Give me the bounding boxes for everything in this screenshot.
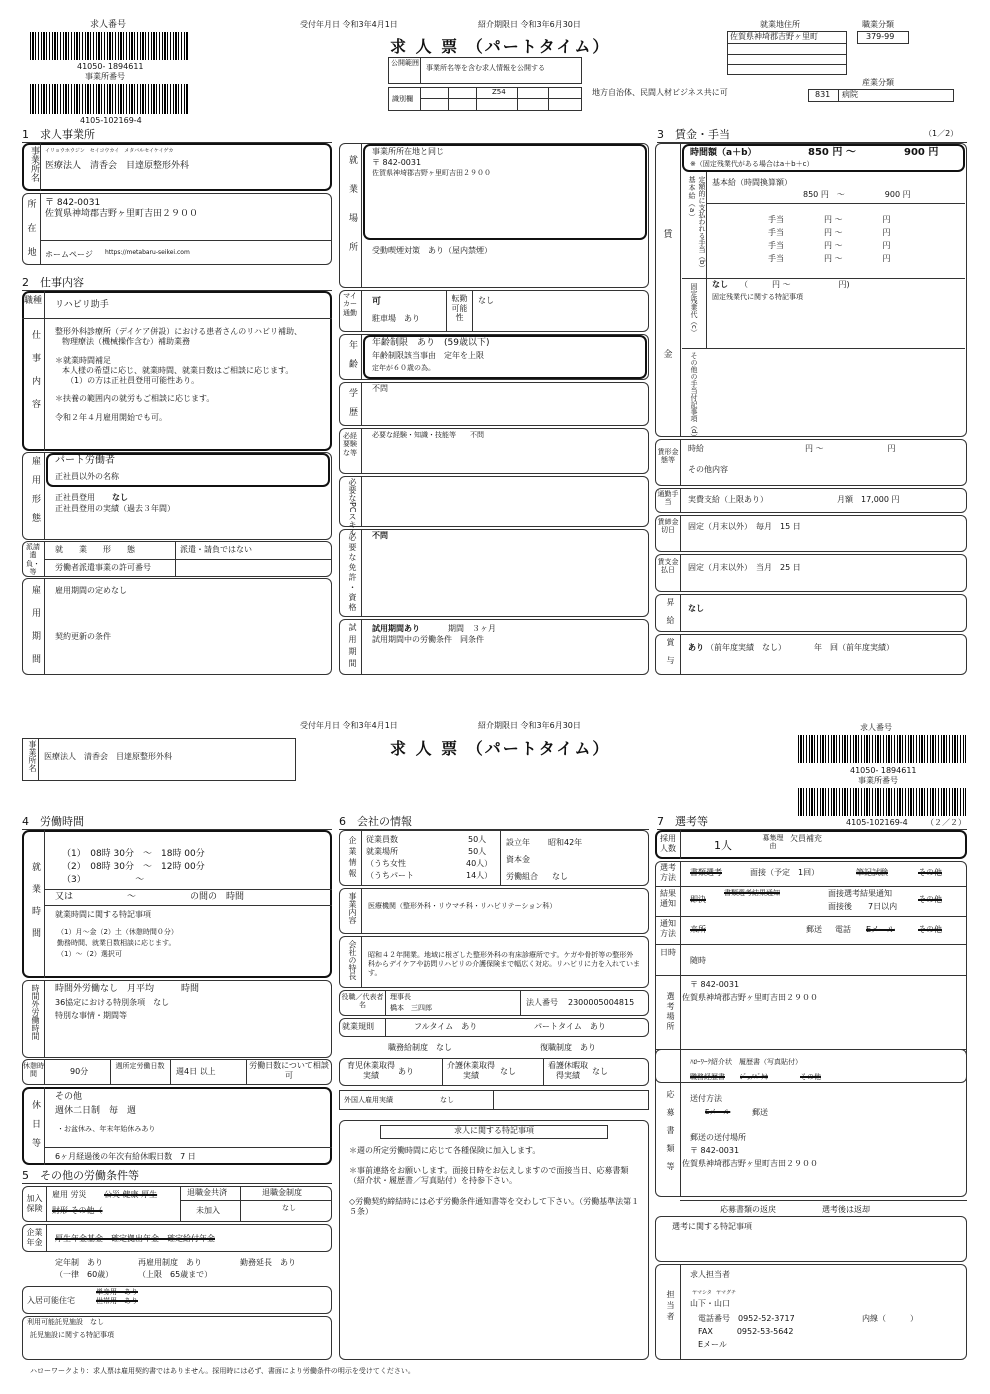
- soufu-value: 郵送: [752, 1108, 768, 1117]
- tokki-title: 求人に関する特記事項: [454, 1126, 534, 1135]
- shiharai-label: 賃支金払日: [657, 558, 679, 575]
- boshu-label: 募集理由: [762, 834, 784, 851]
- kekka-strike-1: 即決: [690, 895, 706, 904]
- section3-header: 3 賃金・手当: [657, 128, 967, 143]
- sangyo-name: 病院: [842, 90, 858, 99]
- kyujitsu-line1: その他: [55, 1092, 83, 1102]
- tsuchi-strike-2: Eメール: [866, 925, 895, 934]
- sangyo-code: 831: [815, 90, 831, 99]
- hoken-koyo: 雇用 労災: [52, 1190, 87, 1199]
- kokai-label: 公開範囲: [391, 59, 419, 67]
- teate-row-1: 手当 円 〜 円: [768, 215, 891, 224]
- jikan-tokki-3: （1）〜（2）選択可: [57, 950, 122, 958]
- tenkin-label: 転勤可能性: [451, 294, 468, 323]
- hoho-strike-1: 書類選考: [690, 868, 722, 877]
- shikibetsu-box: [388, 87, 582, 111]
- shugyochi-value: 佐賀県神埼郡吉野ヶ里町: [730, 32, 818, 41]
- yukyu-value: 6ヶ月経過後の年次有給休暇日数 7 日: [55, 1152, 196, 1161]
- jikyu-text: 時給: [688, 444, 704, 453]
- shoyo-label: 賞与: [666, 638, 675, 674]
- tokubetsu-jijo: 特別な事情・期間等: [55, 1011, 127, 1020]
- menkyo-value: 不問: [372, 531, 388, 540]
- jigyosho-name-label: 事業所名: [29, 146, 39, 182]
- shikibetsu-label: 識別欄: [392, 95, 413, 103]
- tokki-line2: ＊事前連絡をお願いします。面接日時をお伝えしますので面接当日、応募書類（紹介状・履歴書／写真貼付）を持参下さい。: [349, 1166, 629, 1185]
- jikan-gaku-to: 900 円: [904, 147, 939, 158]
- section2-header: 2 仕事内容: [22, 276, 332, 291]
- tsukin-label: 通勤手当: [657, 490, 679, 507]
- tokki-line1: ＊週の所定労働時間に応じて各種保険に加入します。: [349, 1146, 541, 1155]
- basho-line2: 〒 842-0031: [372, 158, 422, 167]
- jikan-tokki-2: 勤務時間、就業日数相談に応じます。: [57, 939, 176, 947]
- sangyo-label: 産業分類: [862, 78, 894, 87]
- teate-row-2: 手当 円 〜 円: [768, 228, 891, 237]
- shimebi-label: 賃締金切日: [657, 518, 679, 535]
- nichiji-value: 随時: [690, 956, 706, 965]
- jikan-gaku-label: 時間額（a＋b）: [690, 148, 757, 158]
- kigyo-jouhou-label: 企業情報: [348, 836, 357, 880]
- teate-row-4: 手当 円 〜 円: [768, 254, 891, 263]
- kango-label: 看護休暇取得実績: [548, 1061, 588, 1080]
- mycar-label: マイカー通勤: [343, 292, 357, 317]
- haken-label: 派請遣負・等: [26, 543, 40, 577]
- gaikoku-value: なし: [440, 1096, 454, 1104]
- jigyosho-barcode: [30, 84, 188, 114]
- toyo-value: なし: [112, 493, 128, 502]
- jigyo-naiyo-value: 医療機関（整形外科・リウマチ科・リハビリテーション科）: [368, 902, 557, 910]
- shugyochi-label: 就業地住所: [760, 20, 800, 29]
- basho-line1: 事業所所在地と同じ: [372, 147, 444, 156]
- tsuchi-denwa: 電話: [835, 925, 851, 934]
- section1-header: 1 求人事業所: [22, 128, 332, 143]
- shokushu-label: 職種: [24, 296, 43, 306]
- fukushoku-seido: 復職制度 あり: [540, 1043, 596, 1052]
- soufusaki-1: 〒 842-0031: [690, 1146, 740, 1155]
- section4-header: 4 労働時間: [22, 815, 332, 830]
- kekka-line1: 面接選考結果通知: [828, 889, 892, 898]
- menkyo-label: 必要な免許・資格: [348, 533, 357, 613]
- nenrei-label: 年齢: [347, 340, 357, 378]
- tanto-title: 求人担当者: [690, 1270, 730, 1279]
- shiyo-line1: 試用期間あり: [372, 624, 420, 633]
- nyukyo-label: 入居可能住宅: [27, 1296, 75, 1305]
- daihyo-title: 理事長: [390, 993, 411, 1001]
- kyujin-barcode-2: [798, 735, 966, 763]
- teate-vertical: 定額的に支払われる手当（b）: [698, 176, 706, 272]
- kyujin-number-label-2: 求人番号: [860, 723, 892, 732]
- tenkin-value: なし: [478, 296, 494, 305]
- page-title: 求 人 票 （パートタイム）: [390, 37, 611, 56]
- daihyo-name: 橋本 三四郎: [390, 1004, 432, 1012]
- zangyo-tokki: 固定残業代に関する特記事項: [712, 293, 803, 301]
- hoho-strike-2: 筆記試験: [856, 868, 888, 877]
- shugyobasho-value: 50人: [468, 847, 487, 856]
- jigyosho-number-2: 4105-102169-4: [846, 818, 908, 827]
- kikan-value: 雇用期間の定めなし: [55, 586, 127, 595]
- mycar-value: 可: [372, 297, 382, 307]
- naiyo-line3: ＊就業時間補足: [55, 356, 111, 365]
- shimebi-box: [655, 515, 967, 552]
- jikangai-value: 時間外労働なし 月平均 時間: [55, 984, 200, 994]
- daihyo-label: 役職／代表者名: [341, 993, 384, 1010]
- soufu-label: 送付方法: [690, 1094, 722, 1103]
- chiho-note: 地方自治体、民間人材ビジネス共に可: [592, 88, 728, 97]
- toyo-label: 正社員登用: [55, 493, 95, 502]
- uketsuke-date: 受付年月日 令和3年4月1日: [300, 20, 398, 29]
- kekka-line2: 面接後 7日以内: [828, 902, 898, 911]
- keiken-label: 必経要験な等: [343, 432, 357, 457]
- kyujin-number: 41050- 1894611: [77, 62, 144, 71]
- kihonkyu-label: 基本給（時間換算額）: [712, 178, 792, 187]
- kyujin-barcode: [30, 32, 188, 60]
- part-value: 14人）: [466, 871, 493, 880]
- section7-header: 7 選考等: [657, 815, 967, 830]
- soufusaki-label: 郵送の送付場所: [690, 1133, 746, 1142]
- tsuchi-strike-3: その他: [918, 925, 942, 934]
- jikyu-range: 円 〜 円: [805, 444, 896, 453]
- kihonkyu-value: 850 円 〜 900 円: [803, 190, 911, 199]
- kyosai-label: 退職金共済: [187, 1188, 227, 1197]
- homepage-link[interactable]: https://metabaru-seikei.com: [105, 249, 190, 256]
- nenrei-line3: 定年が６０歳の為。: [372, 364, 435, 372]
- tanto-kana-2: ヤマグチ: [716, 1290, 737, 1296]
- setsuritsu-label: 設立年: [506, 838, 530, 847]
- shokugyo-value: 379-99: [866, 32, 895, 41]
- hojin-value: 2300005004815: [568, 998, 635, 1007]
- tsuchi-strike-1: 来所: [690, 925, 706, 934]
- oubo-line1: ﾊﾛｰﾜｰｸ紹介状 履歴書（写真貼付）: [690, 1058, 802, 1066]
- shiharai-box: [655, 554, 967, 592]
- judo-kitsuen: 受動喫煙対策 あり（屋内禁煙）: [372, 246, 492, 255]
- kyukei-label: 休憩時間: [23, 1062, 44, 1079]
- tanto-naisen: 内線（ ）: [862, 1314, 918, 1323]
- nenrei-line1: 年齢制限 あり (59歳以下): [372, 338, 490, 348]
- jigyo-naiyo-box: [339, 888, 649, 934]
- kyujitsu-line2: 週休二日制 毎 週: [55, 1106, 137, 1116]
- saikoyo-label: 再雇用制度 あり: [138, 1258, 202, 1267]
- tsukin-amount: 月額 17,000 円: [837, 495, 900, 504]
- haken-value: 派遣・請負ではない: [180, 545, 252, 554]
- gakureki-label: 学歴: [347, 388, 357, 426]
- henkyaku-value: 選考後は返却: [822, 1205, 870, 1214]
- kyosai-value: 未加入: [196, 1206, 220, 1215]
- jugyoin-value: 50人: [468, 835, 487, 844]
- kaigo-value: なし: [500, 1067, 516, 1076]
- ikuji-label: 育児休業取得実績: [347, 1061, 395, 1080]
- shuteiro-value: 週4日 以上: [176, 1067, 216, 1076]
- address-label-1: 所: [27, 200, 37, 210]
- jigyosho-number-label: 事業所番号: [85, 72, 125, 81]
- sodan-value: 労働日数について相談可: [249, 1061, 329, 1080]
- jikan-gaku-from: 850 円 〜: [808, 147, 856, 158]
- matawa-line: 又は 〜 の間の 時間: [55, 892, 245, 902]
- kekka-strike-3: その他: [918, 895, 942, 904]
- zangyo-range: （ 円 〜 円): [740, 280, 850, 289]
- boshu-value: 欠員補充: [790, 834, 822, 843]
- shokai-date: 紹介期限日 令和3年6月30日: [478, 20, 581, 29]
- naiyo-line6: ＊扶養の範囲内の就労もご相談に応じます。: [55, 394, 215, 403]
- jikan-tokki-1: （1）月〜金（2）土（休憩時間０分）: [57, 928, 178, 936]
- kyujitsu-label: 休日等: [30, 1100, 40, 1157]
- kigyo-nenkin-label: 企業年金: [26, 1228, 43, 1247]
- oubo-strike-3: その他: [800, 1073, 821, 1081]
- page2-number: （２／２）: [926, 818, 966, 827]
- naiyo-line5: （1）の方は正社員登用可能性あり。: [66, 376, 200, 385]
- soufusaki-2: 佐賀県神埼郡吉野ヶ里町吉田２９００: [682, 1159, 818, 1168]
- jigyosho-barcode-2: [798, 788, 966, 816]
- oubo-strike-2: ｼﾞｪﾉﾊﾞｸﾎ: [740, 1073, 768, 1081]
- menkyo-box: [339, 529, 649, 617]
- sanroku-kyotei: 36協定における特別条項 なし: [55, 998, 170, 1007]
- chingin-label-1: 賃: [663, 230, 673, 240]
- kisoku-label: 就業規則: [342, 1022, 374, 1031]
- henkyaku-label: 応募書類の返戻: [720, 1205, 776, 1214]
- kyujitsu-line3: ・お盆休み、年末年始休みあり: [57, 1125, 156, 1133]
- jigyosho-number: 4105-102169-4: [80, 116, 142, 125]
- pc-box: [339, 476, 649, 527]
- shuteiro-label: 週所定労働日数: [115, 1062, 165, 1070]
- tsuchi-label: 通知方法: [660, 919, 676, 938]
- shihon-label: 資本金: [506, 855, 530, 864]
- koshin-label: 契約更新の条件: [55, 632, 111, 641]
- address-label-3: 地: [27, 248, 37, 258]
- teinen-label: 定年制 あり: [55, 1258, 103, 1267]
- kokai-text: 事業所名等を含む求人情報を公開する: [426, 64, 545, 72]
- naiyo-line7: 令和２年４月雇用開始でも可。: [55, 413, 167, 422]
- ikuji-value: あり: [398, 1067, 414, 1076]
- address-label-2: 在: [27, 224, 37, 234]
- taishokukin-value: なし: [282, 1204, 296, 1212]
- saiyo-label: 採用人数: [660, 834, 676, 853]
- sonota-naiyo: その他内容: [688, 465, 728, 474]
- basho-label: 選考場所: [666, 992, 675, 1032]
- koyo-keitai: パート労働者: [55, 455, 115, 466]
- kaigo-label: 介護休業取得実績: [447, 1061, 495, 1080]
- shokugyo-label: 職業分類: [862, 20, 894, 29]
- sonota-teate-vertical: その他の手当付記事項（d）: [690, 352, 698, 441]
- zangyo-vertical: 固定残業代（c）: [690, 283, 698, 336]
- kekka-strike-2: 書類選考結果通知: [724, 889, 780, 897]
- section6-header: 6 会社の情報: [339, 815, 649, 830]
- hoken-strike-2: 財形 その他（: [52, 1206, 103, 1215]
- tanto-tel: 電話番号 0952-52-3717: [698, 1314, 795, 1323]
- shoyo-box: [655, 634, 967, 675]
- setsuritsu-value: 昭和42年: [548, 838, 583, 847]
- shiyo-label: 試用期間: [348, 623, 357, 671]
- seishain-igai: 正社員以外の名称: [55, 472, 119, 481]
- basho-line3: 佐賀県神埼郡吉野ヶ里町吉田２９００: [372, 169, 491, 177]
- shiharai-value: 固定（月末以外） 当月 25 日: [688, 563, 801, 572]
- parking-value: 駐車場 あり: [372, 314, 420, 323]
- takuji-label: 利用可能託児施設 なし: [27, 1318, 104, 1326]
- nyukyo-value: 単身用 あり 世帯用 あり: [96, 1288, 138, 1305]
- oubo-strike-1: 職務経歴書: [690, 1073, 725, 1081]
- z54-code: Z54: [492, 88, 506, 96]
- shokai-date-2: 紹介期限日 令和3年6月30日: [478, 721, 581, 730]
- saikoyo-value: （上限 65歳まで）: [138, 1270, 213, 1279]
- naiyo-line1: 整形外科診療所（デイケア併設）における患者さんのリハビリ補助、: [55, 327, 303, 336]
- haken-kyoka: 労働者派遣事業の許可番号: [55, 563, 151, 572]
- nenrei-line2: 年齢制限該当事由 定年を上限: [372, 351, 484, 360]
- naiyo-line4: 本人様の希望に応じ、就業時間、就業日数はご相談に応じます。: [62, 366, 294, 375]
- tokki-line3: ◇労働契約締結時には必ず労働条件通知書等を交わして下さい。（労働基準法第１５条）: [349, 1197, 640, 1216]
- nichiji-label: 日時: [660, 948, 676, 957]
- shokyu-label: 昇給: [666, 598, 675, 634]
- zangyo-value: なし: [712, 280, 728, 289]
- part-label: （うちパート: [366, 871, 414, 880]
- tsukin-value: 実費支給（上限あり）: [688, 495, 768, 504]
- toyo-jisseki: 正社員登用の実績（過去３年間）: [55, 504, 175, 513]
- jikyu-label: 賃形金態等: [657, 448, 679, 465]
- kumiai-value: なし: [552, 872, 568, 881]
- shiyo-kikan: 期間 ３ヶ月: [448, 624, 496, 633]
- kihonkyu-vertical: 基本給（a）: [688, 176, 696, 222]
- tokucho-value: 昭和４２年開業。地域に根ざした整形外科の有床診療所です。ケガや骨折等の整形外科からデイケアや訪問リハビリの介護保険まで幅広く対応。リハビリに力を入れています。: [368, 951, 640, 977]
- kekka-label: 結果通知: [660, 889, 676, 908]
- jigyo-naiyo-label: 事業内容: [348, 892, 357, 924]
- tokucho-label: 会社の特長: [348, 940, 357, 980]
- taishokukin-label: 退職金制度: [262, 1188, 302, 1197]
- josei-label: （うち女性: [366, 859, 406, 868]
- kyukei-value: 90分: [70, 1067, 89, 1076]
- kango-value: なし: [592, 1067, 608, 1076]
- homepage-label: ホームページ: [45, 250, 93, 259]
- jugyoin-label: 従業員数: [366, 835, 398, 844]
- jikan-line1: （1） 08時 30分 〜 18時 00分: [62, 849, 205, 859]
- hoken-label: 加入保険: [26, 1194, 43, 1213]
- shoyo-value: あり: [688, 643, 704, 652]
- uketsuke-date-2: 受付年月日 令和3年4月1日: [300, 721, 398, 730]
- oubo-box: [655, 1049, 967, 1197]
- page-title-2: 求 人 票 （パートタイム）: [390, 739, 611, 758]
- takuji-tokki: 託児施設に関する特記事項: [30, 1331, 114, 1339]
- senkou-tokki-label: 選考に関する特記事項: [672, 1222, 752, 1231]
- shokumu-kyu: 職務給制度 なし: [388, 1043, 452, 1052]
- hojin-label: 法人番号: [526, 998, 558, 1007]
- kinmu-encho: 勤務延長 あり: [240, 1258, 296, 1267]
- mycar-box: [339, 290, 649, 332]
- senko-basho-2: 佐賀県神埼郡吉野ヶ里町吉田２９００: [682, 993, 818, 1002]
- jigyosho-number-label-2: 事業所番号: [858, 776, 898, 785]
- pc-label: 必要なPCスキル: [348, 478, 357, 537]
- keiken-value: 必要な経験・知識・技能等 不問: [372, 431, 484, 439]
- kikan-label: 雇用期間: [30, 585, 40, 677]
- jikangai-label: 時間外労働時間: [31, 984, 40, 1040]
- shugyo-basho-label: 就業場所: [347, 155, 357, 271]
- saiyo-value: 1人: [714, 839, 732, 852]
- shokushu-value: リハビリ助手: [55, 300, 109, 310]
- section5-header: 5 その他の労働条件等: [22, 1169, 332, 1184]
- oubo-label: 応募書類等: [666, 1090, 675, 1180]
- shugyobasho-label: 就業場所: [366, 847, 398, 856]
- footer-note: ハローワークより：求人票は雇用契約書ではありません。採用時には必ず、書面により労働条件の明示を受けてください。: [30, 1367, 415, 1375]
- chingin-label-2: 金: [663, 350, 673, 360]
- jikan-line3: （3） 〜: [62, 875, 145, 885]
- tanto-label: 担当者: [666, 1290, 675, 1323]
- kigyo-nenkin-value: 厚生年金基金 確定拠出年金 確定給付年金: [55, 1234, 215, 1243]
- kotei-note: ※（固定残業代がある場合はa＋b＋c）: [690, 160, 814, 168]
- teinen-value: （一律 60歳）: [55, 1270, 114, 1279]
- soufu-strike: Eメール: [705, 1108, 731, 1116]
- kumiai-label: 労働組合: [506, 872, 538, 881]
- shiyo-line2: 試用期間中の労働条件 同条件: [372, 635, 484, 644]
- tanto-name: 山下・山口: [690, 1299, 730, 1308]
- josei-value: 40人）: [466, 859, 493, 868]
- kyujin-number-label: 求人番号: [90, 20, 127, 30]
- jikan-line2: （2） 08時 30分 〜 12時 00分: [62, 862, 205, 872]
- shugyo-jikan-label: 就業時間: [30, 862, 40, 950]
- kisoku-full: フルタイム あり: [414, 1022, 478, 1031]
- hoho-strike-3: その他: [918, 868, 942, 877]
- shokyu-value: なし: [688, 604, 704, 613]
- hoho-value: 面接（予定 1回）: [750, 868, 820, 877]
- naiyo-label: 仕事内容: [30, 330, 40, 422]
- gakureki-value: 不問: [372, 384, 388, 393]
- jigyosho-kana: イリョウホウジン セイコウカイ メタバルセイケイゲカ: [45, 148, 174, 154]
- gaikoku-label: 外国人雇用実績: [344, 1096, 393, 1104]
- tanto-email: Eメール: [698, 1340, 727, 1349]
- page1-number: （1／2）: [924, 129, 959, 138]
- jigyosho-name: 医療法人 清香会 目達原整形外科: [45, 161, 190, 171]
- senko-basho-1: 〒 842-0031: [690, 980, 740, 989]
- jikan-tokki-label: 就業時間に関する特記事項: [55, 910, 151, 919]
- shoyo-jisseki: （前年度実績 なし） 年 回（前年度実績）: [706, 643, 894, 652]
- tokki-box: [339, 1120, 649, 1360]
- hoken-strike-1: 公災 健康 厚生: [104, 1190, 158, 1199]
- jigyosho-name-2: 医療法人 清香会 目達原整形外科: [44, 752, 172, 761]
- koyo-label: 雇用形態: [30, 456, 40, 532]
- tanto-fax: FAX 0952-53-5642: [698, 1327, 794, 1336]
- teate-row-3: 手当 円 〜 円: [768, 241, 891, 250]
- hoho-label: 選考方法: [660, 863, 676, 882]
- tsuchi-yuso: 郵送: [806, 925, 822, 934]
- kyujin-number-2: 41050- 1894611: [850, 766, 917, 775]
- jigyosho-name-label-2: 事業所名: [28, 740, 37, 772]
- naiyo-line2: 物理療法（機械操作含む）補助業務: [62, 337, 190, 346]
- haken-keitai: 就 業 形 態: [55, 545, 135, 554]
- tanto-kana-1: ヤマシタ: [692, 1290, 712, 1296]
- kisoku-part: パートタイム あり: [534, 1022, 606, 1031]
- jigyosho-address: 〒 842-0031 佐賀県神埼郡吉野ヶ里町吉田２９００: [45, 198, 199, 220]
- shimebi-value: 固定（月末以外） 毎月 15 日: [688, 522, 801, 531]
